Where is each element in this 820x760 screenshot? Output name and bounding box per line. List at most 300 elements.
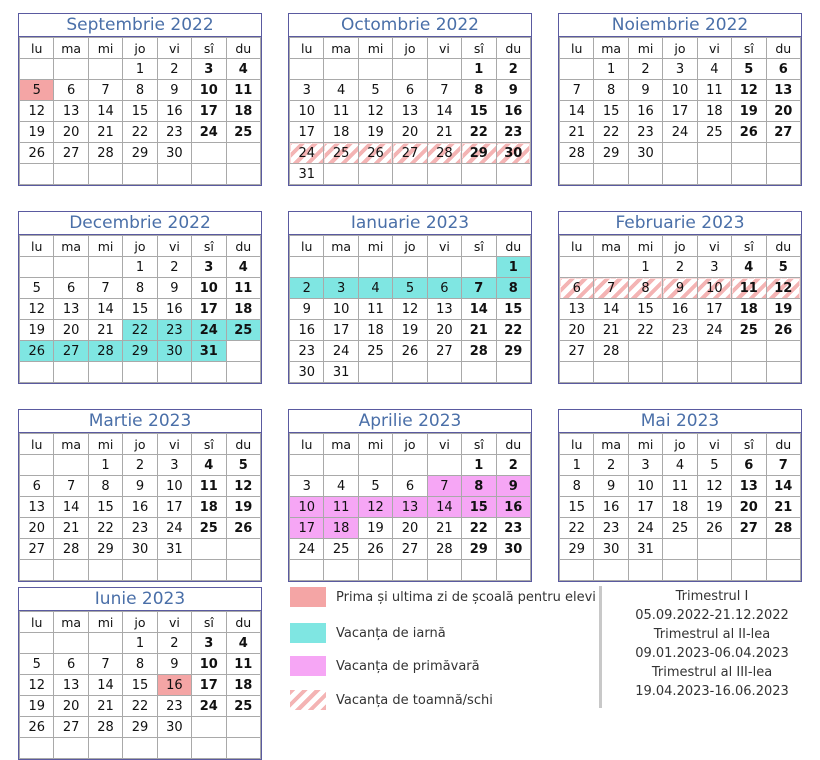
day-cell: 1 (594, 59, 628, 80)
day-cell: 28 (88, 717, 122, 738)
empty-day-cell (226, 539, 260, 560)
weekday-header-row (560, 38, 801, 59)
day-cell: 14 (560, 101, 594, 122)
day-cell: 13 (54, 101, 88, 122)
day-cell: 16 (290, 320, 324, 341)
empty-day-cell (462, 164, 496, 185)
weekday-header: ma (324, 434, 358, 455)
day-cell: 30 (594, 539, 628, 560)
weekday-header: lu (560, 236, 594, 257)
day-cell: 26 (358, 539, 392, 560)
day-cell: 5 (358, 476, 392, 497)
empty-day-cell (663, 341, 697, 362)
day-cell: 10 (290, 497, 324, 518)
day-cell: 31 (192, 341, 226, 362)
day-cell: 7 (560, 80, 594, 101)
week-row (290, 497, 531, 518)
weekday-header: jo (123, 434, 157, 455)
day-cell: 6 (54, 80, 88, 101)
day-cell: 1 (123, 633, 157, 654)
day-cell: 25 (324, 143, 358, 164)
weekday-header: du (766, 236, 800, 257)
month-calendar (18, 409, 262, 582)
day-cell: 21 (766, 497, 800, 518)
day-cell: 28 (427, 539, 461, 560)
empty-day-cell (324, 560, 358, 581)
empty-day-cell (594, 257, 628, 278)
day-cell: 22 (560, 518, 594, 539)
day-cell: 14 (88, 675, 122, 696)
empty-day-cell (54, 633, 88, 654)
empty-day-cell (732, 539, 766, 560)
empty-day-cell (192, 717, 226, 738)
day-cell: 16 (496, 497, 530, 518)
day-cell: 28 (54, 539, 88, 560)
day-cell: 12 (358, 497, 392, 518)
empty-day-cell (20, 164, 54, 185)
day-cell: 27 (427, 341, 461, 362)
day-cell: 28 (427, 143, 461, 164)
weekday-header: sî (732, 38, 766, 59)
day-cell: 3 (663, 59, 697, 80)
day-cell: 1 (496, 257, 530, 278)
empty-day-cell (628, 341, 662, 362)
day-cell: 17 (157, 497, 191, 518)
day-cell: 28 (766, 518, 800, 539)
weekday-header: lu (20, 612, 54, 633)
weekday-header: vi (697, 38, 731, 59)
empty-day-cell (54, 164, 88, 185)
day-cell: 31 (157, 539, 191, 560)
empty-day-cell (663, 362, 697, 383)
week-row (290, 320, 531, 341)
day-cell: 10 (290, 101, 324, 122)
day-cell: 26 (732, 122, 766, 143)
day-cell: 15 (594, 101, 628, 122)
day-cell: 14 (54, 497, 88, 518)
empty-day-cell (393, 59, 427, 80)
day-cell: 6 (54, 278, 88, 299)
empty-day-cell (54, 560, 88, 581)
day-cell: 5 (766, 257, 800, 278)
weekday-header: ma (594, 434, 628, 455)
day-cell: 31 (324, 362, 358, 383)
empty-day-cell (358, 560, 392, 581)
month-title: Martie 2023 (19, 410, 261, 433)
weekday-header: mi (358, 236, 392, 257)
weekday-header: mi (88, 434, 122, 455)
week-row (20, 143, 261, 164)
day-cell: 11 (663, 476, 697, 497)
day-cell: 14 (766, 476, 800, 497)
weekday-header: jo (393, 236, 427, 257)
day-cell: 4 (226, 633, 260, 654)
day-cell: 7 (88, 278, 122, 299)
day-cell: 12 (20, 101, 54, 122)
month-calendar (18, 13, 262, 186)
legend-item-autumn-ski (290, 689, 493, 711)
day-cell: 16 (157, 675, 191, 696)
day-cell: 3 (324, 278, 358, 299)
day-cell: 3 (192, 633, 226, 654)
legend-label: Vacanța de iarnă (336, 625, 446, 641)
month-title: Septembrie 2022 (19, 14, 261, 37)
day-cell: 17 (324, 320, 358, 341)
day-cell: 22 (462, 122, 496, 143)
weekday-header: sî (462, 434, 496, 455)
day-cell: 24 (192, 696, 226, 717)
day-cell: 29 (123, 717, 157, 738)
week-row (20, 633, 261, 654)
empty-day-cell (192, 362, 226, 383)
day-cell: 13 (393, 497, 427, 518)
empty-day-cell (324, 164, 358, 185)
weekday-header-row (290, 38, 531, 59)
day-cell: 19 (766, 299, 800, 320)
day-cell: 11 (226, 654, 260, 675)
day-cell: 20 (54, 122, 88, 143)
day-cell: 10 (192, 278, 226, 299)
term-1-dates: 05.09.2022-21.12.2022 (635, 608, 789, 623)
day-cell: 7 (427, 476, 461, 497)
day-cell: 13 (54, 675, 88, 696)
day-cell: 4 (663, 455, 697, 476)
day-cell: 4 (192, 455, 226, 476)
empty-day-cell (290, 59, 324, 80)
empty-day-cell (628, 362, 662, 383)
empty-day-cell (732, 341, 766, 362)
day-cell: 13 (427, 299, 461, 320)
divider (599, 586, 602, 708)
weekday-header: du (766, 434, 800, 455)
day-cell: 19 (732, 101, 766, 122)
weekday-header: lu (560, 38, 594, 59)
week-row (20, 497, 261, 518)
day-cell: 19 (20, 122, 54, 143)
weekday-header: du (226, 434, 260, 455)
week-row (560, 299, 801, 320)
empty-day-cell (628, 560, 662, 581)
month-table (559, 235, 801, 383)
day-cell: 8 (628, 278, 662, 299)
day-cell: 18 (697, 101, 731, 122)
empty-day-cell (427, 257, 461, 278)
day-cell: 11 (732, 278, 766, 299)
day-cell: 19 (393, 320, 427, 341)
day-cell: 22 (628, 320, 662, 341)
empty-day-cell (496, 362, 530, 383)
day-cell: 16 (123, 497, 157, 518)
week-row (560, 164, 801, 185)
empty-day-cell (594, 362, 628, 383)
month-table (289, 37, 531, 185)
weekday-header-row (560, 434, 801, 455)
day-cell: 1 (628, 257, 662, 278)
empty-day-cell (226, 362, 260, 383)
day-cell: 15 (462, 101, 496, 122)
empty-day-cell (496, 164, 530, 185)
week-row (20, 717, 261, 738)
month-calendar (558, 13, 802, 186)
day-cell: 3 (628, 455, 662, 476)
empty-day-cell (697, 539, 731, 560)
term-1-title: Trimestrul I (675, 589, 749, 604)
day-cell: 13 (766, 80, 800, 101)
weekday-header: lu (560, 434, 594, 455)
empty-day-cell (358, 257, 392, 278)
empty-day-cell (123, 560, 157, 581)
day-cell: 10 (628, 476, 662, 497)
day-cell: 7 (462, 278, 496, 299)
day-cell: 26 (20, 143, 54, 164)
empty-day-cell (123, 164, 157, 185)
day-cell: 8 (123, 80, 157, 101)
empty-day-cell (20, 455, 54, 476)
day-cell: 20 (20, 518, 54, 539)
day-cell: 11 (697, 80, 731, 101)
day-cell: 15 (560, 497, 594, 518)
month-title: Ianuarie 2023 (289, 212, 531, 235)
day-cell: 7 (88, 654, 122, 675)
day-cell: 9 (123, 476, 157, 497)
day-cell: 22 (123, 122, 157, 143)
day-cell: 9 (290, 299, 324, 320)
weekday-header: ma (54, 38, 88, 59)
week-row (560, 59, 801, 80)
empty-day-cell (427, 164, 461, 185)
day-cell: 6 (560, 278, 594, 299)
weekday-header: ma (54, 612, 88, 633)
week-row (290, 362, 531, 383)
day-cell: 15 (628, 299, 662, 320)
weekday-header: sî (192, 236, 226, 257)
month-title: Octombrie 2022 (289, 14, 531, 37)
day-cell: 11 (324, 497, 358, 518)
day-cell: 16 (157, 101, 191, 122)
day-cell: 28 (88, 143, 122, 164)
term-2-title: Trimestrul al II-lea (653, 627, 771, 642)
week-row (290, 101, 531, 122)
day-cell: 14 (462, 299, 496, 320)
day-cell: 25 (732, 320, 766, 341)
day-cell: 11 (324, 101, 358, 122)
day-cell: 20 (393, 518, 427, 539)
terms-box (604, 587, 820, 701)
weekday-header: lu (20, 434, 54, 455)
day-cell: 25 (226, 122, 260, 143)
empty-day-cell (766, 341, 800, 362)
empty-day-cell (393, 560, 427, 581)
day-cell: 14 (427, 101, 461, 122)
empty-day-cell (560, 257, 594, 278)
day-cell: 21 (88, 696, 122, 717)
weekday-header: sî (462, 236, 496, 257)
day-cell: 9 (157, 278, 191, 299)
weekday-header: du (496, 236, 530, 257)
weekday-header: vi (157, 612, 191, 633)
day-cell: 29 (462, 539, 496, 560)
empty-day-cell (20, 59, 54, 80)
day-cell: 23 (663, 320, 697, 341)
week-row (20, 164, 261, 185)
day-cell: 11 (226, 278, 260, 299)
day-cell: 25 (663, 518, 697, 539)
week-row (560, 476, 801, 497)
day-cell: 3 (192, 257, 226, 278)
week-row (290, 341, 531, 362)
weekday-header: sî (732, 434, 766, 455)
empty-day-cell (393, 455, 427, 476)
day-cell: 9 (594, 476, 628, 497)
day-cell: 21 (88, 122, 122, 143)
week-row (290, 476, 531, 497)
day-cell: 2 (157, 633, 191, 654)
weekday-header: jo (393, 434, 427, 455)
empty-day-cell (157, 560, 191, 581)
day-cell: 24 (192, 122, 226, 143)
weekday-header: mi (88, 236, 122, 257)
day-cell: 24 (663, 122, 697, 143)
weekday-header: mi (358, 38, 392, 59)
weekday-header: jo (123, 38, 157, 59)
day-cell: 12 (732, 80, 766, 101)
week-row (20, 320, 261, 341)
empty-day-cell (226, 143, 260, 164)
weekday-header: vi (157, 434, 191, 455)
empty-day-cell (427, 59, 461, 80)
day-cell: 12 (226, 476, 260, 497)
day-cell: 5 (358, 80, 392, 101)
month-calendar (288, 211, 532, 384)
day-cell: 6 (54, 654, 88, 675)
week-row (560, 539, 801, 560)
day-cell: 28 (594, 341, 628, 362)
empty-day-cell (663, 164, 697, 185)
empty-day-cell (594, 164, 628, 185)
weekday-header: sî (192, 612, 226, 633)
day-cell: 20 (427, 320, 461, 341)
day-cell: 11 (226, 80, 260, 101)
day-cell: 18 (226, 299, 260, 320)
weekday-header: lu (20, 38, 54, 59)
empty-day-cell (88, 560, 122, 581)
empty-day-cell (766, 143, 800, 164)
weekday-header-row (20, 38, 261, 59)
weekday-header: sî (732, 236, 766, 257)
month-title: Aprilie 2023 (289, 410, 531, 433)
week-row (560, 278, 801, 299)
empty-day-cell (766, 560, 800, 581)
week-row (20, 278, 261, 299)
weekday-header: lu (290, 434, 324, 455)
day-cell: 9 (157, 80, 191, 101)
day-cell: 23 (157, 320, 191, 341)
day-cell: 18 (226, 675, 260, 696)
day-cell: 2 (496, 455, 530, 476)
day-cell: 21 (462, 320, 496, 341)
day-cell: 23 (628, 122, 662, 143)
empty-day-cell (88, 59, 122, 80)
day-cell: 14 (88, 299, 122, 320)
month-table (19, 611, 261, 759)
weekday-header: du (496, 38, 530, 59)
empty-day-cell (462, 362, 496, 383)
day-cell: 8 (462, 476, 496, 497)
day-cell: 19 (226, 497, 260, 518)
month-table (289, 235, 531, 383)
day-cell: 16 (663, 299, 697, 320)
day-cell: 17 (628, 497, 662, 518)
empty-day-cell (358, 455, 392, 476)
empty-day-cell (766, 362, 800, 383)
day-cell: 17 (663, 101, 697, 122)
day-cell: 11 (358, 299, 392, 320)
empty-day-cell (560, 164, 594, 185)
day-cell: 1 (462, 455, 496, 476)
day-cell: 10 (324, 299, 358, 320)
week-row (20, 80, 261, 101)
day-cell: 6 (732, 455, 766, 476)
legend-item-first-last-day (290, 586, 596, 608)
day-cell: 4 (324, 476, 358, 497)
empty-day-cell (226, 341, 260, 362)
legend-swatch-pink (290, 656, 326, 676)
weekday-header: mi (628, 38, 662, 59)
month-table (559, 433, 801, 581)
week-row (290, 143, 531, 164)
legend-swatch-teal (290, 623, 326, 643)
day-cell: 31 (290, 164, 324, 185)
day-cell: 16 (496, 101, 530, 122)
day-cell: 21 (427, 518, 461, 539)
weekday-header: vi (697, 434, 731, 455)
day-cell: 17 (192, 101, 226, 122)
day-cell: 15 (462, 497, 496, 518)
week-row (560, 143, 801, 164)
day-cell: 23 (290, 341, 324, 362)
legend-label: Prima și ultima zi de școală pentru elevi (336, 589, 596, 605)
day-cell: 1 (560, 455, 594, 476)
day-cell: 14 (88, 101, 122, 122)
day-cell: 3 (290, 80, 324, 101)
month-title: Mai 2023 (559, 410, 801, 433)
day-cell: 26 (226, 518, 260, 539)
day-cell: 8 (123, 278, 157, 299)
weekday-header: jo (393, 38, 427, 59)
day-cell: 9 (496, 80, 530, 101)
day-cell: 24 (192, 320, 226, 341)
day-cell: 29 (560, 539, 594, 560)
day-cell: 26 (358, 143, 392, 164)
day-cell: 11 (192, 476, 226, 497)
legend-item-winter (290, 622, 446, 644)
empty-day-cell (192, 164, 226, 185)
day-cell: 23 (594, 518, 628, 539)
day-cell: 6 (393, 476, 427, 497)
day-cell: 25 (358, 341, 392, 362)
day-cell: 1 (462, 59, 496, 80)
weekday-header: ma (324, 38, 358, 59)
legend-item-spring (290, 655, 480, 677)
month-calendar (558, 409, 802, 582)
week-row (290, 518, 531, 539)
week-row (290, 299, 531, 320)
week-row (20, 696, 261, 717)
day-cell: 3 (192, 59, 226, 80)
day-cell: 4 (358, 278, 392, 299)
day-cell: 10 (663, 80, 697, 101)
empty-day-cell (393, 362, 427, 383)
